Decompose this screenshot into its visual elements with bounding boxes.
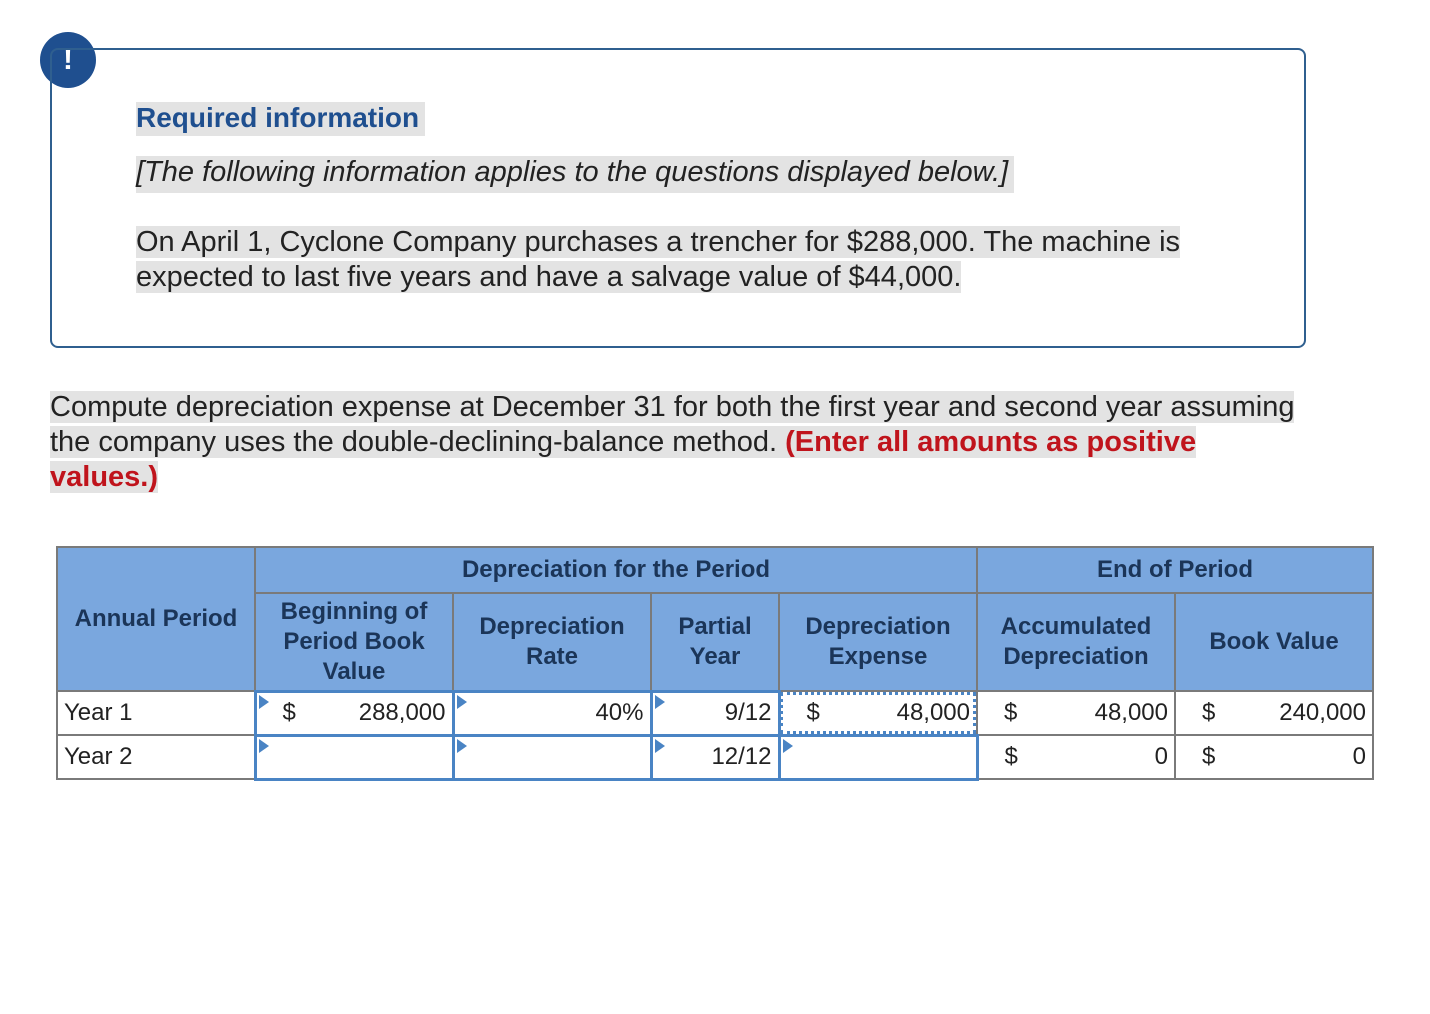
col-header-depreciation-rate: Depreciation Rate (453, 593, 651, 691)
currency-symbol: $ (806, 698, 820, 726)
col-header-annual-period: Annual Period (57, 547, 255, 691)
question-instruction: (Enter all amounts as positive values.) (50, 426, 1197, 493)
currency-symbol: $ (1202, 699, 1216, 726)
year1-accumulated-value: 48,000 (1094, 699, 1168, 726)
col-header-book-value: Book Value (1175, 593, 1373, 691)
table-row (57, 735, 1373, 779)
year1-expense-value: 48,000 (896, 698, 970, 726)
answer-flag-icon (259, 695, 269, 709)
year2-book-value: 0 (1352, 743, 1366, 770)
year2-accumulated-value: 0 (1154, 743, 1168, 770)
year1-partial-year-input[interactable] (651, 691, 779, 735)
year1-beginning-input[interactable] (255, 691, 453, 735)
year1-accumulated-cell (977, 691, 1175, 735)
year2-partial-year-input[interactable] (651, 735, 779, 779)
alert-icon: ! (40, 32, 96, 88)
answer-flag-icon (259, 739, 269, 753)
answer-flag-icon (655, 695, 665, 709)
answer-flag-icon (655, 739, 665, 753)
answer-flag-icon (457, 695, 467, 709)
col-header-partial-year: Partial Year (651, 593, 779, 691)
currency-symbol: $ (1004, 743, 1018, 770)
currency-symbol: $ (1004, 699, 1018, 726)
year1-period-label: Year 1 (57, 691, 255, 735)
year1-rate-value: 40% (595, 699, 644, 726)
table-row (57, 691, 1373, 735)
year1-beginning-value: 288,000 (358, 699, 446, 726)
year2-accumulated-cell (977, 735, 1175, 779)
required-info-title: Required information (136, 102, 425, 136)
currency-symbol: $ (282, 699, 296, 726)
answer-flag-icon (783, 739, 793, 753)
required-info-body-text: On April 1, Cyclone Company purchases a trencher for $288,000. The machine is expected to last five years and have a salvage value of $44,000. (136, 226, 1181, 293)
question-prompt (50, 390, 1310, 495)
col-header-accumulated-depreciation: Accumulated Depreciation (977, 593, 1175, 691)
required-info-body (136, 225, 1206, 295)
year2-period-label: Year 2 (57, 735, 255, 779)
group-header-end-of-period: End of Period (977, 547, 1373, 593)
year2-expense-input[interactable] (779, 735, 977, 779)
required-info-panel (50, 48, 1306, 348)
year2-rate-input[interactable] (453, 735, 651, 779)
year1-book-value-cell (1175, 691, 1373, 735)
year1-partial-year-value: 9/12 (724, 699, 772, 726)
year1-expense-input[interactable] (779, 691, 977, 735)
currency-symbol: $ (1202, 743, 1216, 770)
col-header-beginning-book-value: Beginning of Period Book Value (255, 593, 453, 691)
depreciation-table (56, 546, 1374, 781)
question-text: Compute depreciation expense at December 31 for both the first year and second year assuming the company uses the double-declining-balance method. (50, 391, 1295, 458)
group-header-depreciation-period: Depreciation for the Period (255, 547, 977, 593)
year2-book-value-cell (1175, 735, 1373, 779)
required-info-subtitle: [The following information applies to the questions displayed below.] (136, 156, 1014, 193)
year2-partial-year-value: 12/12 (711, 743, 772, 770)
year1-book-value: 240,000 (1279, 699, 1366, 726)
year2-beginning-input[interactable] (255, 735, 453, 779)
col-header-depreciation-expense: Depreciation Expense (779, 593, 977, 691)
year1-rate-input[interactable] (453, 691, 651, 735)
answer-flag-icon (457, 739, 467, 753)
